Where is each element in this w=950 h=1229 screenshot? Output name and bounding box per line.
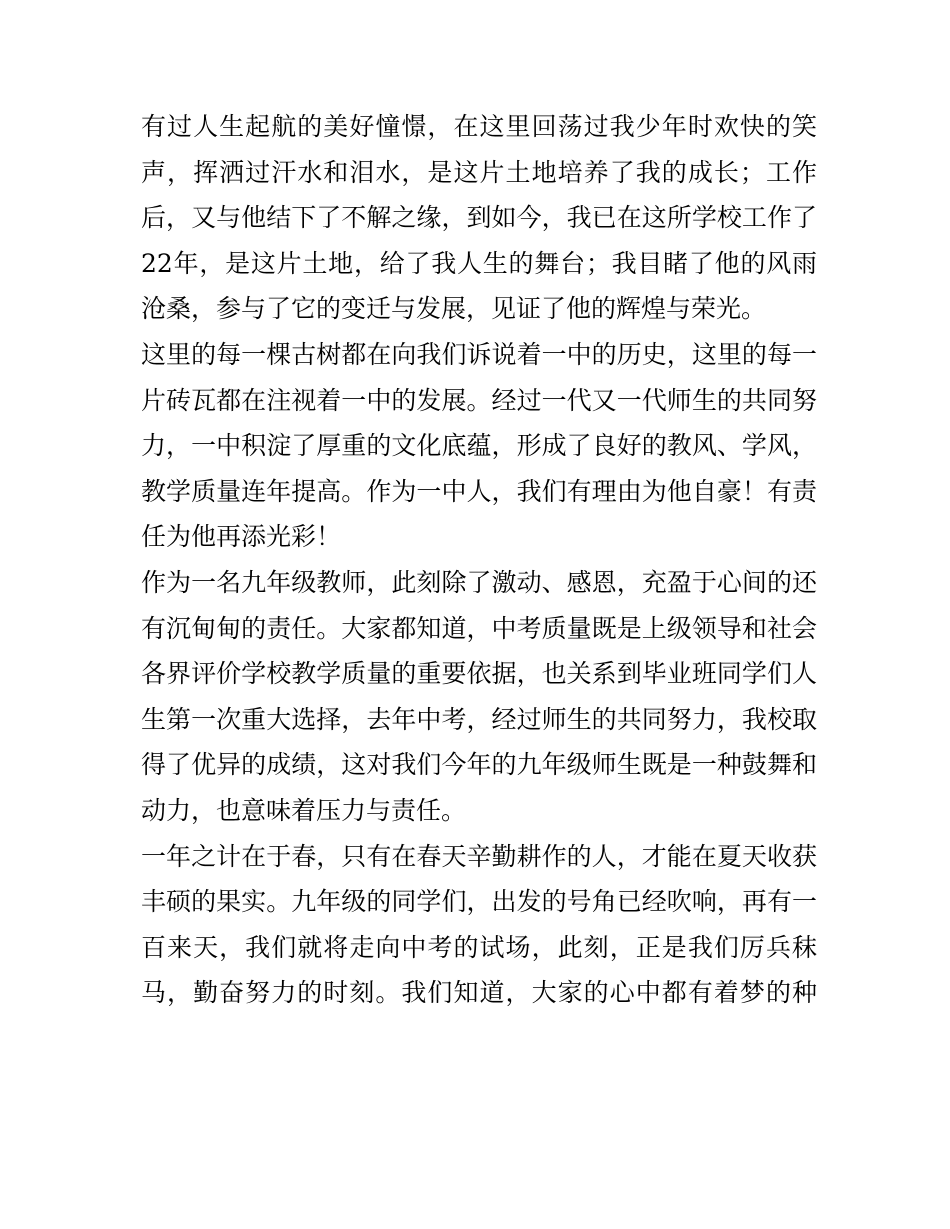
text-line: 得了优异的成绩，这对我们今年的九年级师生既是一种鼓舞和 <box>141 750 817 780</box>
text-line: 后，又与他结下了不解之缘，到如今，我已在这所学校工作了 <box>141 203 817 233</box>
text-line: 力，一中积淀了厚重的文化底蕴，形成了良好的教风、学风， <box>141 431 817 461</box>
text-line: 有过人生起航的美好憧憬，在这里回荡过我少年时欢快的笑 <box>141 112 817 141</box>
text-line: 作为一名九年级教师，此刻除了激动、感恩，充盈于心间的还 <box>141 567 817 597</box>
text-line: 片砖瓦都在注视着一中的发展。经过一代又一代师生的共同努 <box>141 385 817 415</box>
text-line: 教学质量连年提高。作为一中人，我们有理由为他自豪！有责 <box>141 476 817 506</box>
paragraph-1 <box>141 104 817 332</box>
text-line: 这里的每一棵古树都在向我们诉说着一中的历史，这里的每一 <box>141 339 817 369</box>
text-line: 任为他再添光彩！ <box>141 522 342 552</box>
text-line: 沧桑，参与了它的变迁与发展，见证了他的辉煌与荣光。 <box>141 294 767 324</box>
text-line: 马，勤奋努力的时刻。我们知道，大家的心中都有着梦的种 <box>141 978 817 1008</box>
paragraph-2 <box>141 332 817 560</box>
text-line: 一年之计在于春，只有在春天辛勤耕作的人，才能在夏天收获 <box>141 841 817 871</box>
document-body <box>141 104 817 1016</box>
paragraph-3 <box>141 560 817 834</box>
text-line: 生第一次重大选择，去年中考，经过师生的共同努力，我校取 <box>141 704 817 734</box>
text-line: 丰硕的果实。九年级的同学们，出发的号角已经吹响，再有一 <box>141 887 817 917</box>
text-line: 22年，是这片土地，给了我人生的舞台；我目睹了他的风雨 <box>141 248 817 278</box>
text-line: 动力，也意味着压力与责任。 <box>141 795 467 825</box>
paragraph-4 <box>141 834 817 1016</box>
text-line: 有沉甸甸的责任。大家都知道，中考质量既是上级领导和社会 <box>141 613 817 643</box>
text-line: 百来天，我们就将走向中考的试场，此刻，正是我们厉兵秣 <box>141 932 817 962</box>
text-line: 各界评价学校教学质量的重要依据，也关系到毕业班同学们人 <box>141 659 817 689</box>
text-line: 声，挥洒过汗水和泪水，是这片土地培养了我的成长；工作 <box>141 157 817 187</box>
